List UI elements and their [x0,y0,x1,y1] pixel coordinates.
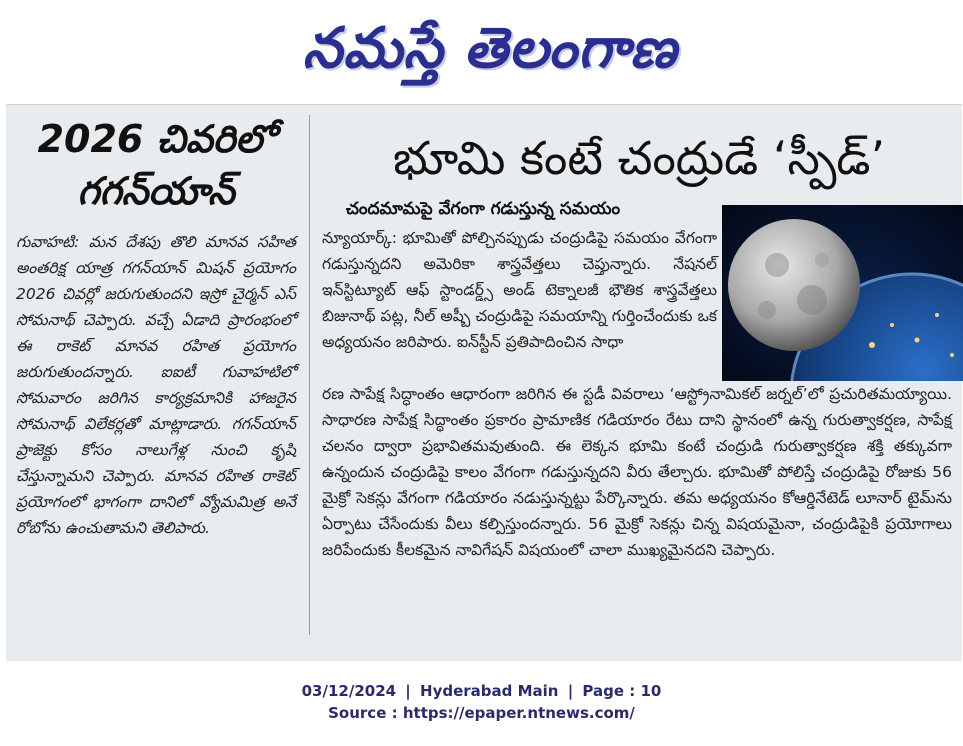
left-article-headline [16,113,296,217]
main-article-body-bottom: రణ సాపేక్ష సిద్ధాంతం ఆధారంగా జరిగిన ఈ స్టడీ వివరాలు ‘ఆస్ట్రోనామికల్ జర్నల్’లో ప్రచురితమయ్యాయి. సాధారణ సాపేక్ష సిద్ధాంతం ప్రకారం ప్రామాణిక గడియారం రేటు దాని స్థానంలో ఉన్న గురుత్వాకర్షణ, సాపేక్ష చలనం ద్వారా ప్రభావితమవుతుంది. ఈ లెక్కన భూమి కంటే చంద్రుడి గురుత్వాకర్షణ శక్తి తక్కువగా ఉన్నందున చంద్రుడిపై కాలం వేగంగా గడుస్తున్నదని వీరు తేల్చారు. భూమితో పోలిస్తే చంద్రుడిపై రోజుకు 56 మైక్రో సెకన్లు వేగంగా గడియారం నడుస్తున్నట్టు పేర్కొన్నారు. తమ అధ్యయనం కోఆర్డినేటెడ్ లూనార్ టైమ్‌ను ఏర్పాటు చేసేందుకు వీలు కల్పిస్తుందన్నారు. 56 మైక్రో సెకన్లు చిన్న విషయమైనా, చంద్రుడిపైకి ప్రయోగాలు జరిపేందుకు కీలకమైన నావిగేషన్ విషయంలో చాలా ముఖ్యమైనదని చెప్పారు. [322,385,952,559]
left-article [16,113,296,541]
footer-source-link[interactable]: https://epaper.ntnews.com/ [402,704,635,722]
moon-earth-photo [722,205,963,381]
left-article-body: గువాహటి: మన దేశపు తొలి మానవ సహిత అంతరిక్ష యాత్ర గగన్‌యాన్ మిషన్ ప్రయోగం 2026 చివర్లో జరుగుతుందని ఇస్రో చైర్మన్ ఎస్ సోమనాథ్ చెప్పారు. వచ్చే ఏడాది ప్రారంభంలో ఈ రాకెట్ మానవ రహిత ప్రయోగం జరుగుతుందన్నారు. ఐఐటీ గువాహటిలో సోమవారం జరిగిన కార్యక్రమానికి హాజరైన సోమనాథ్ విలేకర్లతో మాట్లాడారు. గగన్‌యాన్ ప్రాజెక్టు కోసం నాలుగేళ్ల నుంచి కృషి చేస్తున్నామని చెప్పారు. మానవ రహిత రాకెట్ ప్రయోగంలో భాగంగా దానిలో వ్యోమమిత్ర అనే రోబోను ఉంచుతామని తెలిపారు. [16,233,296,537]
footer [0,680,963,724]
main-article-body-top: న్యూయార్క్: భూమితో పోల్చినప్పుడు చంద్రుడిపై సమయం వేగంగా గడుస్తున్నదని అమెరికా శాస్త్రవేత్తలు చెప్తున్నారు. నేషనల్ ఇన్‌స్టిట్యూట్ ఆఫ్ స్టాండర్డ్స్ అండ్ టెక్నాలజీ భౌతిక శాస్త్రవేత్తలు బిజునాథ్ పట్ల, నీల్ అష్బీ చంద్రుడిపై సమయాన్ని గుర్తించేందుకు ఒక అధ్యయనం జరిపారు. ఐన్‌స్టీన్ ప్రతిపాదించిన సాధా [322,229,717,351]
left-headline-line2: గగన్‌యాన్ [77,169,235,213]
masthead [0,0,963,104]
footer-date: 03/12/2024 [301,682,397,700]
column-divider [309,115,310,635]
footer-page: Page : 10 [582,682,662,700]
newspaper-logo: నమస్తే తెలంగాణ [302,16,678,81]
left-headline-line1: 2026 చివరిలో [37,117,275,161]
moon-earth-image [722,205,963,381]
news-clipping [6,104,962,661]
footer-edition: Hyderabad Main [420,682,559,700]
footer-edition-line: 03/12/2024 | Hyderabad Main | Page : 10 [301,682,662,700]
main-article-subheadline: చందమామపై వేగంగా గడుస్తున్న సమయం [346,199,621,219]
footer-source-line [0,702,963,724]
main-article-headline: భూమి కంటే చంద్రుడే ‘స్పీడ్’ [392,131,886,185]
footer-source-label: Source : [328,704,398,722]
